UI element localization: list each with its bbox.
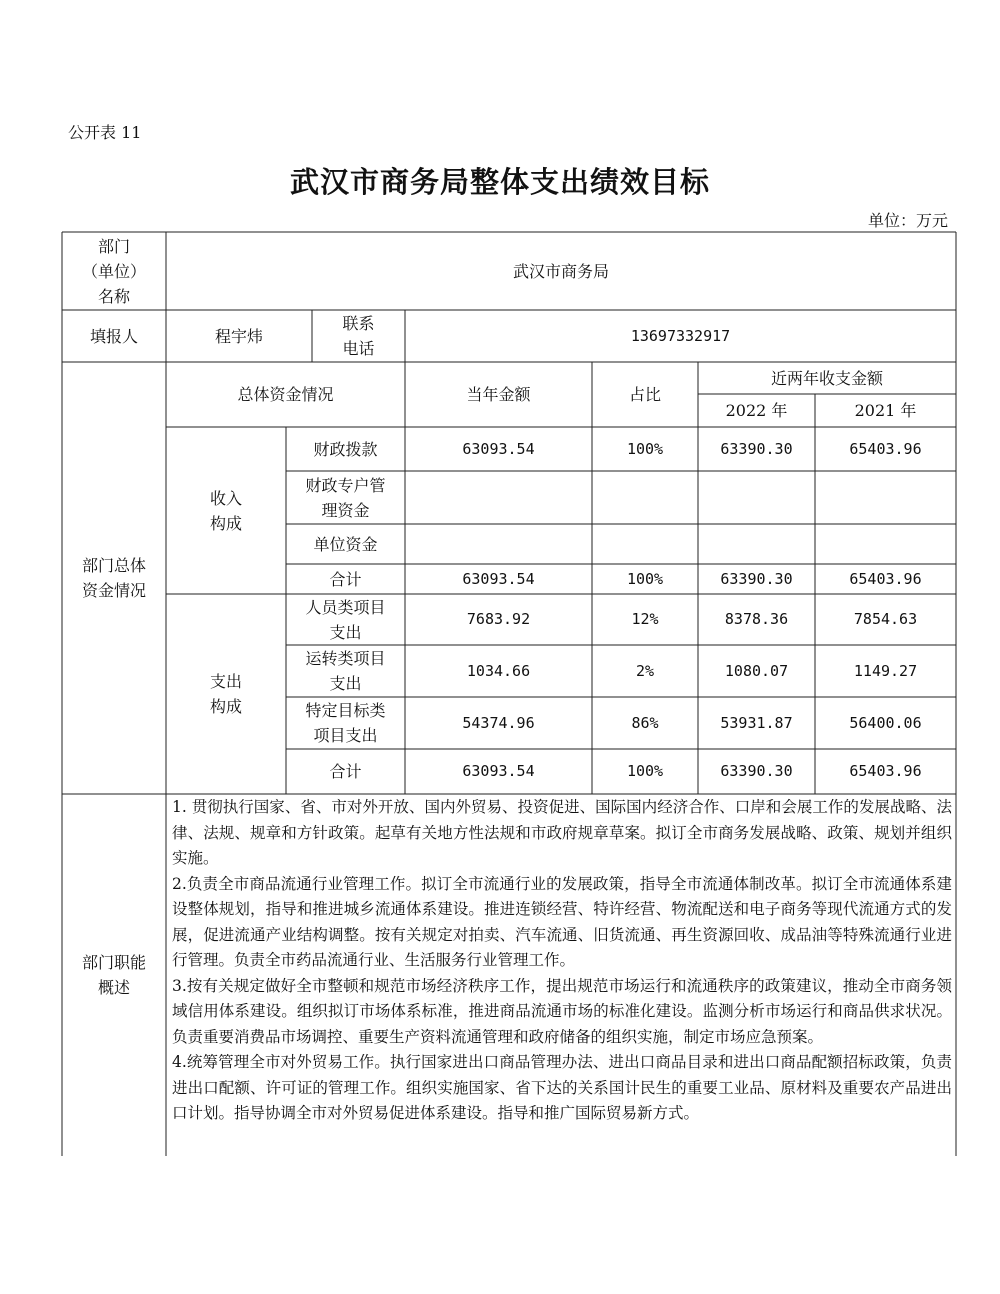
expense-row-ratio: 2%: [635, 661, 655, 680]
dept-label-line: 部门: [97, 236, 130, 256]
expense-row-name: [286, 594, 405, 645]
expense-row-2021: 7854.63: [853, 610, 918, 628]
duties-paragraph: 3.按有关规定做好全市整顿和规范市场经济秩序工作，提出规范市场运行和流通秩序的政策建议，推动全市商务领域信用体系建设。组织拟订市场体系标准，推进商品流通市场的标准化建设。监测分析市场运行和商品供求状况。负责重要消费品市场调控、重要生产资料流通管理和政府储备的组织实施，制定市场应急预案。: [172, 976, 952, 1046]
duties-text: [172, 795, 952, 1127]
expense-row-2022: 8378.36: [724, 610, 789, 628]
reporter-name: 程宇炜: [214, 326, 263, 346]
income-row-name: [286, 471, 405, 524]
expense-row-name-line: 运转类项目: [305, 649, 386, 668]
income-group-label-line: 构成: [209, 513, 242, 533]
income-total-ratio: 100%: [626, 569, 664, 588]
funds-section-label-line: 部门总体: [81, 556, 146, 575]
income-group-label: [166, 427, 286, 594]
income-row-2022: [698, 524, 815, 564]
income-row-current: [405, 471, 592, 524]
expense-row-current: 54374.96: [462, 713, 535, 732]
income-row-ratio: 100%: [626, 439, 664, 458]
income-total-label: 合计: [329, 569, 362, 589]
form-number: 公开表 11: [68, 123, 142, 142]
income-total-2021: 65403.96: [849, 569, 922, 588]
income-row-name-line: 财政专户管: [305, 475, 386, 495]
income-row-ratio: [592, 471, 698, 524]
expense-row-ratio: 12%: [631, 610, 659, 628]
phone-label-line: 电话: [342, 339, 375, 358]
duties-paragraph: 1. 贯彻执行国家、省、市对外开放、国内外贸易、投资促进、国际国内经济合作、口岸和会展工作的发展战略、法律、法规、规章和方针政策。起草有关地方性法规和市政府规章草案。拟订全市商务发展战略、政策、规划并组织实施。: [172, 798, 952, 867]
expense-row-2022: 1080.07: [724, 661, 789, 680]
expense-total-ratio: 100%: [626, 762, 664, 780]
income-row-name: 单位资金: [313, 534, 378, 554]
expense-group-label-line: 构成: [209, 697, 242, 716]
reporter-phone: 13697332917: [630, 326, 731, 345]
duties-label: [62, 794, 166, 1156]
duties-paragraph: 4.统筹管理全市对外贸易工作。执行国家进出口商品管理办法、进出口商品目录和进出口商品配额招标政策，负责进出口配额、许可证的管理工作。组织实施国家、省下达的关系国计民生的重要工业品、原材料及重要农产品进出口计划。指导协调全市对外贸易促进体系建设。指导和推广国际贸易新方式。: [172, 1053, 952, 1122]
expense-row-2021: 1149.27: [853, 661, 918, 680]
header-overall: 总体资金情况: [237, 385, 334, 404]
expense-row-name-line: 项目支出: [313, 726, 378, 745]
expense-row-2021: 56400.06: [849, 713, 922, 732]
expense-total-2022: 63390.30: [720, 762, 793, 780]
header-year-2021: 2021 年: [854, 401, 917, 420]
income-row-2022: 63390.30: [720, 439, 793, 458]
income-group-label-line: 收入: [209, 488, 242, 508]
income-total-current: 63093.54: [462, 569, 535, 588]
income-row-2022: [698, 471, 815, 524]
unit-label: 单位：万元: [867, 211, 948, 230]
income-row-2021: [815, 524, 956, 564]
expense-total-current: 63093.54: [462, 762, 535, 780]
dept-label: [62, 232, 166, 310]
funds-section-label-line: 资金情况: [81, 581, 146, 600]
reporter-label: 填报人: [89, 326, 138, 346]
dept-label-line: （单位）: [81, 261, 146, 281]
header-year-2022: 2022 年: [725, 401, 788, 420]
funds-section-label: [62, 362, 166, 794]
income-row-2021: 65403.96: [849, 439, 922, 458]
income-row-ratio: [592, 524, 698, 564]
expense-total-2021: 65403.96: [849, 762, 922, 780]
phone-label-line: 联系: [342, 314, 375, 333]
dept-name: 武汉市商务局: [512, 261, 609, 281]
expense-row-name-line: 人员类项目: [305, 597, 386, 617]
header-recent-years: 近两年收支金额: [770, 368, 883, 388]
expense-row-current: 1034.66: [466, 661, 531, 680]
duties-label-line: 概述: [97, 978, 130, 997]
income-row-name-line: 理资金: [321, 500, 370, 520]
duties-paragraph: 2.负责全市商品流通行业管理工作。拟订全市流通行业的发展政策，指导全市流通体制改革。拟订全市流通体系建设整体规划，指导和推进城乡流通体系建设。推进连锁经营、特许经营、物流配送和电子商务等现代流通方式的发展，促进流通产业结构调整。按有关规定对拍卖、汽车流通、旧货流通、再生资源回收、成品油等特殊流通行业进行管理。负责全市药品流通行业、生活服务行业管理工作。: [172, 874, 952, 969]
duties-label-line: 部门职能: [81, 953, 146, 972]
expense-row-name: [286, 697, 405, 749]
expense-row-current: 7683.92: [466, 610, 531, 628]
expense-total-label: 合计: [329, 762, 362, 781]
expense-row-name-line: 支出: [329, 674, 362, 693]
income-row-current: 63093.54: [462, 439, 535, 458]
income-row-2021: [815, 471, 956, 524]
income-row-current: [405, 524, 592, 564]
page-title: 武汉市商务局整体支出绩效目标: [289, 165, 710, 199]
expense-row-name-line: 支出: [329, 622, 362, 642]
income-total-2022: 63390.30: [720, 569, 793, 588]
phone-label: [312, 310, 405, 362]
expense-group-label: [166, 594, 286, 794]
expense-row-name: [286, 645, 405, 697]
expense-group-label-line: 支出: [209, 672, 242, 691]
expense-row-name-line: 特定目标类: [305, 701, 386, 720]
header-current-amount: 当年金额: [466, 385, 531, 404]
expense-row-ratio: 86%: [631, 713, 659, 732]
expense-row-2022: 53931.87: [720, 713, 793, 732]
header-ratio: 占比: [628, 385, 661, 404]
dept-label-line: 名称: [97, 286, 130, 306]
income-row-name: 财政拨款: [313, 439, 378, 459]
